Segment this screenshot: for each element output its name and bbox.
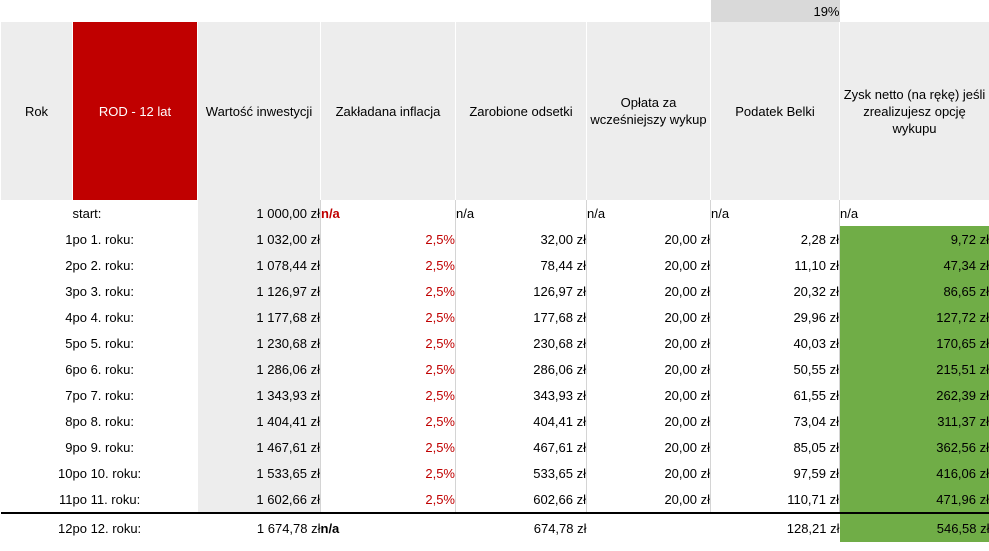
cell-inflation: n/a	[321, 513, 456, 542]
spacer-cell-7	[840, 0, 989, 22]
cell-fee: 20,00 zł	[587, 382, 711, 408]
cell-interest: 467,61 zł	[456, 434, 587, 460]
cell-investment-value: 1 343,93 zł	[198, 382, 321, 408]
header-product: ROD - 12 lat	[73, 22, 198, 200]
cell-interest: n/a	[456, 200, 587, 226]
cell-net-profit: 170,65 zł	[840, 330, 989, 356]
cell-label: po 12. roku:	[73, 513, 198, 542]
tax-rate-value[interactable]: 19%	[711, 0, 840, 22]
cell-inflation: n/a	[321, 200, 456, 226]
header-belka-tax: Podatek Belki	[711, 22, 840, 200]
cell-net-profit: 262,39 zł	[840, 382, 989, 408]
cell-tax: 29,96 zł	[711, 304, 840, 330]
cell-investment-value: 1 674,78 zł	[198, 513, 321, 542]
cell-investment-value: 1 602,66 zł	[198, 486, 321, 513]
cell-inflation: 2,5%	[321, 382, 456, 408]
cell-net-profit: 471,96 zł	[840, 486, 989, 513]
cell-interest: 404,41 zł	[456, 408, 587, 434]
cell-tax: 2,28 zł	[711, 226, 840, 252]
cell-investment-value: 1 230,68 zł	[198, 330, 321, 356]
cell-inflation: 2,5%	[321, 460, 456, 486]
cell-net-profit: 546,58 zł	[840, 513, 989, 542]
cell-interest: 343,93 zł	[456, 382, 587, 408]
cell-year	[1, 200, 73, 226]
cell-label: po 1. roku:	[73, 226, 198, 252]
cell-inflation: 2,5%	[321, 408, 456, 434]
cell-interest: 602,66 zł	[456, 486, 587, 513]
cell-tax: 128,21 zł	[711, 513, 840, 542]
header-assumed-inflation: Zakładana inflacja	[321, 22, 456, 200]
cell-tax: 97,59 zł	[711, 460, 840, 486]
cell-net-profit: n/a	[840, 200, 989, 226]
cell-net-profit: 311,37 zł	[840, 408, 989, 434]
cell-tax: 40,03 zł	[711, 330, 840, 356]
spacer-cell-6	[587, 0, 711, 22]
cell-year: 2	[1, 252, 73, 278]
table-row	[1, 226, 989, 252]
table-row	[1, 382, 989, 408]
cell-investment-value: 1 404,41 zł	[198, 408, 321, 434]
cell-interest: 533,65 zł	[456, 460, 587, 486]
cell-year: 3	[1, 278, 73, 304]
header-investment-value: Wartość inwestycji	[198, 22, 321, 200]
cell-tax: 11,10 zł	[711, 252, 840, 278]
cell-investment-value: 1 286,06 zł	[198, 356, 321, 382]
cell-interest: 177,68 zł	[456, 304, 587, 330]
table-row	[1, 304, 989, 330]
cell-investment-value: 1 533,65 zł	[198, 460, 321, 486]
cell-tax: 50,55 zł	[711, 356, 840, 382]
cell-inflation: 2,5%	[321, 486, 456, 513]
cell-fee: n/a	[587, 200, 711, 226]
cell-fee: 20,00 zł	[587, 460, 711, 486]
cell-fee: 20,00 zł	[587, 486, 711, 513]
cell-label: po 4. roku:	[73, 304, 198, 330]
cell-fee: 20,00 zł	[587, 252, 711, 278]
cell-interest: 674,78 zł	[456, 513, 587, 542]
table-row	[1, 252, 989, 278]
cell-fee: 20,00 zł	[587, 330, 711, 356]
cell-investment-value: 1 126,97 zł	[198, 278, 321, 304]
cell-tax: 20,32 zł	[711, 278, 840, 304]
cell-fee	[587, 513, 711, 542]
table-row	[1, 330, 989, 356]
table-row	[1, 460, 989, 486]
cell-inflation: 2,5%	[321, 356, 456, 382]
cell-label: po 7. roku:	[73, 382, 198, 408]
cell-label: po 3. roku:	[73, 278, 198, 304]
cell-label: po 9. roku:	[73, 434, 198, 460]
header-early-redemption-fee: Opłata za wcześniejszy wykup	[587, 22, 711, 200]
spacer-cell-4	[321, 0, 456, 22]
cell-net-profit: 362,56 zł	[840, 434, 989, 460]
spacer-cell-5	[456, 0, 587, 22]
cell-label: po 10. roku:	[73, 460, 198, 486]
cell-tax: 85,05 zł	[711, 434, 840, 460]
cell-net-profit: 9,72 zł	[840, 226, 989, 252]
cell-fee: 20,00 zł	[587, 278, 711, 304]
cell-inflation: 2,5%	[321, 278, 456, 304]
cell-tax: 110,71 zł	[711, 486, 840, 513]
cell-year: 6	[1, 356, 73, 382]
tax-rate-row	[1, 0, 989, 22]
cell-interest: 126,97 zł	[456, 278, 587, 304]
table-row	[1, 200, 989, 226]
cell-net-profit: 215,51 zł	[840, 356, 989, 382]
cell-inflation: 2,5%	[321, 226, 456, 252]
cell-investment-value: 1 177,68 zł	[198, 304, 321, 330]
cell-year: 8	[1, 408, 73, 434]
cell-label: po 8. roku:	[73, 408, 198, 434]
cell-net-profit: 86,65 zł	[840, 278, 989, 304]
cell-label: po 5. roku:	[73, 330, 198, 356]
cell-year: 1	[1, 226, 73, 252]
cell-fee: 20,00 zł	[587, 408, 711, 434]
cell-inflation: 2,5%	[321, 330, 456, 356]
cell-net-profit: 127,72 zł	[840, 304, 989, 330]
cell-label: po 6. roku:	[73, 356, 198, 382]
cell-year: 11	[1, 486, 73, 513]
table-row	[1, 486, 989, 513]
cell-interest: 286,06 zł	[456, 356, 587, 382]
cell-year: 4	[1, 304, 73, 330]
cell-fee: 20,00 zł	[587, 304, 711, 330]
cell-interest: 78,44 zł	[456, 252, 587, 278]
cell-year: 10	[1, 460, 73, 486]
cell-fee: 20,00 zł	[587, 356, 711, 382]
cell-year: 7	[1, 382, 73, 408]
cell-tax: 61,55 zł	[711, 382, 840, 408]
table-header-row	[1, 22, 989, 200]
cell-inflation: 2,5%	[321, 304, 456, 330]
cell-interest: 230,68 zł	[456, 330, 587, 356]
spacer-cell-1	[1, 0, 73, 22]
cell-tax: 73,04 zł	[711, 408, 840, 434]
cell-label: start:	[73, 200, 198, 226]
cell-investment-value: 1 000,00 zł	[198, 200, 321, 226]
cell-fee: 20,00 zł	[587, 434, 711, 460]
cell-year: 5	[1, 330, 73, 356]
table-row	[1, 356, 989, 382]
cell-label: po 11. roku:	[73, 486, 198, 513]
table-row	[1, 434, 989, 460]
header-net-profit: Zysk netto (na rękę) jeśli zrealizujesz opcję wykupu	[840, 22, 989, 200]
header-year: Rok	[1, 22, 73, 200]
cell-investment-value: 1 032,00 zł	[198, 226, 321, 252]
spacer-cell-2	[73, 0, 198, 22]
cell-tax: n/a	[711, 200, 840, 226]
cell-inflation: 2,5%	[321, 252, 456, 278]
table-total-row	[1, 513, 989, 542]
cell-year: 12	[1, 513, 73, 542]
cell-investment-value: 1 467,61 zł	[198, 434, 321, 460]
cell-interest: 32,00 zł	[456, 226, 587, 252]
cell-inflation: 2,5%	[321, 434, 456, 460]
cell-fee: 20,00 zł	[587, 226, 711, 252]
cell-investment-value: 1 078,44 zł	[198, 252, 321, 278]
spacer-cell-3	[198, 0, 321, 22]
table-row	[1, 278, 989, 304]
cell-year: 9	[1, 434, 73, 460]
cell-net-profit: 47,34 zł	[840, 252, 989, 278]
table-row	[1, 408, 989, 434]
cell-net-profit: 416,06 zł	[840, 460, 989, 486]
cell-label: po 2. roku:	[73, 252, 198, 278]
header-earned-interest: Zarobione odsetki	[456, 22, 587, 200]
